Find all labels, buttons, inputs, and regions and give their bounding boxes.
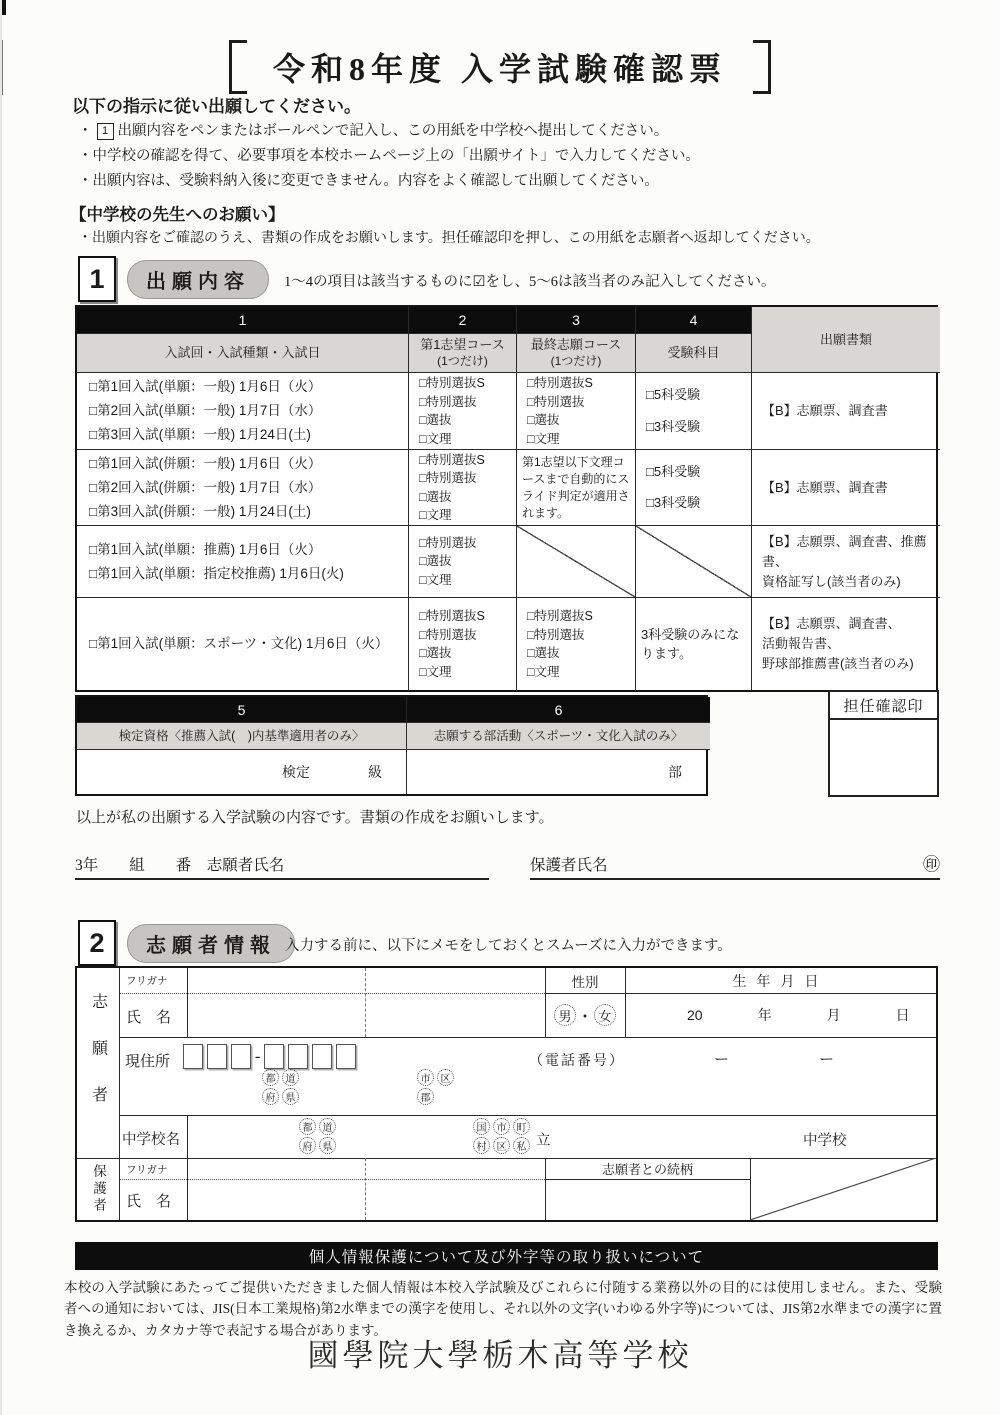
postal-box: [336, 1044, 356, 1069]
school-type-circles: 国 市 町 村 区 私: [473, 1118, 530, 1154]
checkbox-option: □第3回入試(併願：一般) 1月24日(土): [89, 503, 311, 519]
postal-hyphen: -: [255, 1047, 261, 1065]
phone-dash: ー: [714, 1051, 730, 1068]
certification-club-table: [75, 695, 708, 796]
checkbox-option: □特別選抜: [419, 535, 477, 550]
not-applicable-diagonal: [517, 526, 636, 598]
col-header-final-choice: 最終志願コース (1つだけ): [517, 334, 636, 373]
col6-number: 6: [407, 697, 710, 723]
relation-header: 志願者との続柄: [601, 1162, 693, 1177]
guardian-group-label: 保護者: [91, 1163, 106, 1215]
grid-line: [119, 1115, 936, 1116]
not-applicable-diagonal: [750, 1158, 936, 1220]
first-choice-cell: [409, 373, 517, 450]
section2-note: 入力する前に、以下にメモをしておくとスムーズに入力ができます。: [285, 938, 732, 954]
city-circles: 市 区 郡: [417, 1069, 454, 1105]
section1-badge: 出願内容: [128, 261, 268, 298]
checkbox-option: □5科受験: [646, 463, 701, 479]
subjects-cell: [636, 373, 752, 450]
name-label: 氏 名: [126, 1009, 172, 1026]
checkbox-option: □文理: [419, 572, 452, 587]
school-name-label: 中学校名: [122, 1132, 180, 1148]
checkbox-option: □文理: [419, 508, 452, 522]
prefecture-circles: 都 道 府 県: [262, 1069, 299, 1105]
grid-line: [365, 968, 366, 1037]
intro-bullet-2: ・中学校の確認を得て、必要事項を本校ホームページ上の「出願サイト」で入力してください。: [78, 148, 700, 164]
grid-line: [119, 1037, 936, 1038]
intro-bullet-3: ・出願内容は、受験料納入後に変更できません。内容をよく確認して出願してください。: [78, 173, 659, 189]
title-bracket-left-icon: [229, 40, 247, 94]
checkbox-option: □文理: [419, 664, 452, 679]
checkbox-option: □選抜: [419, 489, 452, 504]
documents-cell: 【B】志願票、調査書: [752, 373, 940, 450]
teacher-note-bullet: ・出願内容をご確認のうえ、書類の作成をお願いします。担任確認印を押し、この用紙を志願者へ返却してください。: [78, 231, 820, 246]
intro-bullet-1-text: 出願内容をペンまたはボールペンで記入し、この用紙を中学校へ提出してください。: [117, 123, 669, 139]
privacy-bar: 個人情報保護について及び外字等の取り扱いについて: [75, 1242, 938, 1270]
school-word: 中学校: [803, 1133, 847, 1149]
title-bracket-right-icon: [753, 40, 771, 94]
checkbox-option: □特別選抜S: [419, 452, 485, 467]
certification-header: 検定資格〈推薦入試( )内基準適用者のみ〉: [77, 723, 407, 750]
checkbox-option: □第2回入試(単願：一般) 1月7日（水）: [89, 403, 322, 418]
col1-number: 1: [77, 307, 409, 334]
applicant-group-label: 志願者: [89, 993, 107, 1133]
checkbox-option: □第1回入試(併願：一般) 1月6日（火）: [89, 455, 322, 471]
checkbox-option: □文理: [419, 431, 452, 446]
postal-code-boxes: [183, 1044, 356, 1069]
postal-box: [207, 1044, 227, 1069]
checkbox-option: □第1回入試(単願：推薦) 1月6日（火）: [89, 541, 322, 557]
school-suffix: 立: [536, 1133, 551, 1149]
first-choice-cell: [409, 526, 517, 598]
male-circle: 男: [554, 1004, 576, 1026]
phone-label: （電話番号）: [529, 1052, 625, 1068]
documents-cell: 【B】志願票、調査書: [752, 450, 940, 526]
slide-judgement-note: 第1志望以下文理コースまで自動的にスライド判定が適用されます。: [517, 450, 636, 526]
not-applicable-diagonal: [636, 526, 752, 598]
application-table: [75, 305, 938, 692]
statement-text: 以上が私の出願する入学試験の内容です。書類の作成をお願いします。: [76, 810, 554, 826]
three-subjects-note: 3科受験のみになります。: [636, 598, 752, 690]
documents-cell: 【B】志願票、調査書、推薦書、 資格証写し(該当者のみ): [752, 526, 940, 598]
subjects-cell: [636, 450, 752, 526]
teacher-seal-box: [828, 690, 939, 797]
intro-heading: 以下の指示に従い出願してください。: [72, 97, 361, 116]
birth-day-label: 日: [895, 1007, 910, 1023]
col3-number: 3: [517, 307, 636, 334]
checkbox-option: □特別選抜: [527, 394, 585, 409]
checkbox-option: □選抜: [527, 646, 560, 660]
privacy-body: 本校の入学試験にあたってご提供いただきました個人情報は本校入学試験及びこれらに付随する業務以外の目的には使用しません。また、受験者への通知においては、JIS(日本工業規格)第2水準までの漢字を使用し、それ以外の文字(いわゆる外字等)については、JIS第2水準までの漢字に置き換えるか、カタカナ等で表記する場合があります。: [64, 1280, 942, 1338]
applicant-signature-line: 3年 組 番 志願者氏名: [75, 846, 489, 880]
exam-options-cell: [77, 373, 409, 450]
section1-note: 1～4の項目は該当するものに☑をし、5～6は該当者のみ記入してください。: [284, 274, 776, 290]
school-name: 國學院大學栃木高等学校: [307, 1338, 693, 1373]
teacher-note-heading: 【中学校の先生へのお願い】: [70, 205, 285, 224]
sex-separator: ・: [576, 1008, 593, 1026]
exam-options-cell: [77, 598, 409, 690]
applicant-info-table: [75, 966, 938, 1222]
exam-options-cell: [77, 450, 409, 526]
postal-box: [288, 1044, 308, 1069]
checkbox-option: □選抜: [419, 646, 452, 660]
first-choice-cell: [409, 450, 517, 526]
scan-edge: [0, 0, 2, 1415]
sex-header: 性別: [571, 974, 599, 990]
checkbox-option: □特別選抜: [419, 471, 477, 485]
section1-number: 1: [78, 256, 116, 302]
furigana-label: フリガナ: [126, 975, 168, 987]
birth-century: 20: [687, 1007, 703, 1023]
certification-entry: 検定 級: [77, 750, 407, 794]
checkbox-option: □3科受験: [646, 495, 701, 510]
final-choice-cell: [517, 373, 636, 450]
grid-line: [119, 968, 120, 1220]
col-header-exam: 入試回・入試種類・入試日: [77, 334, 409, 373]
title-row: [0, 40, 1000, 94]
col2-number: 2: [409, 307, 517, 334]
furigana-label: フリガナ: [126, 1164, 168, 1176]
birthdate-header: 生年月日: [732, 972, 829, 989]
checkbox-option: □選抜: [527, 413, 560, 427]
teacher-seal-label: 担任確認印: [830, 692, 937, 720]
checkbox-option: □文理: [527, 664, 560, 679]
grid-line: [365, 1158, 366, 1220]
section2-number: 2: [78, 920, 116, 966]
birthdate-row: [625, 993, 936, 1037]
female-circle: 女: [594, 1004, 616, 1026]
final-choice-cell: [517, 598, 636, 690]
bullet-dot: ・: [78, 123, 93, 139]
exam-options-cell: [77, 526, 409, 598]
seal-mark-icon: ㊞: [923, 855, 940, 874]
checkbox-option: □特別選抜: [419, 627, 477, 642]
grid-line: [119, 1179, 545, 1180]
sex-choice: [545, 993, 625, 1037]
postal-box: [312, 1044, 332, 1069]
checkbox-option: □特別選抜: [527, 627, 585, 642]
school-prefecture-circles: 都 道 府 県: [299, 1118, 336, 1154]
col-header-documents: 出願書類: [752, 307, 940, 373]
first-choice-cell: [409, 598, 517, 690]
documents-cell: 【B】志願票、調査書、 活動報告書、 野球部推薦書(該当者のみ): [762, 616, 914, 671]
checkbox-option: □特別選抜S: [419, 376, 485, 390]
col4-number: 4: [636, 307, 752, 334]
col-header-subjects: 受験科目: [636, 334, 752, 373]
checkbox-option: □第1回入試(単願：スポーツ・文化) 1月6日（火）: [89, 636, 389, 651]
grid-line: [119, 993, 545, 994]
boxed-number-1: 1: [97, 123, 114, 140]
col5-number: 5: [77, 697, 407, 723]
grid-line: [187, 1115, 188, 1220]
grid-line: [545, 1179, 750, 1180]
checkbox-option: □特別選抜S: [527, 609, 593, 623]
checkbox-option: □選抜: [419, 554, 452, 569]
checkbox-option: □第2回入試(併願：一般) 1月7日（水）: [89, 479, 322, 495]
postal-box: [183, 1044, 203, 1069]
checkbox-option: □第1回入試(単願：指定校推薦) 1月6日(火): [89, 565, 344, 581]
address-label: 現住所: [125, 1053, 171, 1070]
birth-month-label: 月: [826, 1007, 841, 1023]
club-header: 志願する部活動〈スポーツ・文化入試のみ〉: [407, 723, 710, 750]
checkbox-option: □選抜: [419, 413, 452, 427]
checkbox-option: □第3回入試(単願：一般) 1月24日(土): [89, 427, 311, 442]
page-title: 令和8年度 入学試験確認票: [272, 51, 727, 87]
col-header-first-choice: 第1志望コース (1つだけ): [409, 334, 517, 373]
postal-box: [231, 1044, 251, 1069]
postal-box: [264, 1044, 284, 1069]
name-label: 氏 名: [126, 1193, 172, 1210]
guardian-name-label: 保護者氏名: [530, 857, 608, 874]
checkbox-option: □文理: [527, 431, 560, 446]
club-entry: 部: [668, 764, 682, 780]
guardian-signature-line: [530, 846, 940, 880]
checkbox-option: □第1回入試(単願：一般) 1月6日（火）: [89, 379, 322, 394]
checkbox-option: □特別選抜S: [419, 609, 485, 623]
section2-badge: 志願者情報: [128, 925, 294, 962]
checkbox-option: □5科受験: [646, 387, 701, 402]
phone-dash: ー: [819, 1051, 835, 1068]
grid-line: [187, 968, 188, 1037]
checkbox-option: □特別選抜S: [527, 376, 593, 390]
birth-year-label: 年: [757, 1007, 772, 1023]
intro-bullet-1: [78, 119, 668, 140]
checkbox-option: □特別選抜: [419, 394, 477, 409]
checkbox-option: □3科受験: [646, 418, 701, 434]
